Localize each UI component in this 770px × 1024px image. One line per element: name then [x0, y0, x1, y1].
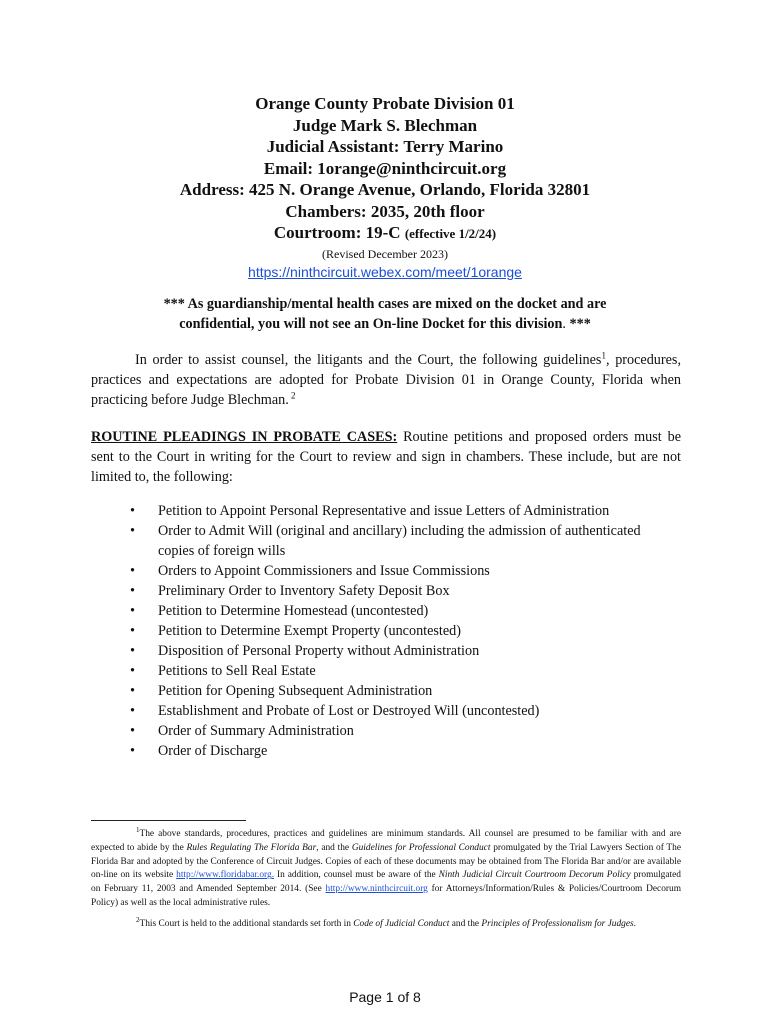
routine-heading: ROUTINE PLEADINGS IN PROBATE CASES: [91, 429, 398, 445]
confidential-notice [140, 294, 630, 334]
floridabar-link[interactable]: http://www.floridabar.org. [176, 870, 275, 881]
footnote-1-text-1: The above standards, procedures, practices and guidelines are minimum standards. All counsel are presumed to be familiar with and are expected to abide by the [91, 829, 681, 853]
list-item-text: Order to Admit Will (original and ancillary) including the admission of authenticated copies of foreign wills [158, 523, 641, 559]
footnote-divider [91, 820, 246, 821]
list-item-text: Petition for Opening Subsequent Administration [158, 683, 433, 699]
judge-name: Judge Mark S. Blechman [292, 115, 478, 135]
bullet-icon: • [130, 603, 135, 619]
list-item [108, 601, 680, 621]
chambers-line: Chambers: 2035, 20th floor [285, 201, 485, 221]
email-line: Email: 1orange@ninthcircuit.org [263, 158, 507, 178]
list-item [108, 521, 680, 561]
bullet-icon: • [130, 563, 135, 579]
bullet-icon: • [130, 703, 135, 719]
list-item-text: Disposition of Personal Property without Administration [158, 643, 480, 659]
notice-period: . [562, 316, 566, 332]
webex-link[interactable]: https://ninthcircuit.webex.com/meet/1orange [248, 263, 522, 280]
list-item-text: Preliminary Order to Inventory Safety Deposit Box [158, 583, 450, 599]
footnote-2-text-1: This Court is held to the additional standards set forth in [139, 919, 354, 929]
intro-text-b: , procedures, practices and expectations are adopted for Probate Division 01 in Orange County, Florida when practicing before Judge Blechman. [91, 352, 681, 408]
list-item [108, 721, 680, 741]
ninthcircuit-link[interactable]: http://www.ninthcircuit.org [325, 884, 428, 895]
footnote-1 [91, 825, 681, 911]
intro-paragraph [91, 350, 681, 410]
list-item [108, 681, 680, 701]
revised-date: (Revised December 2023) [322, 246, 448, 261]
footnote-ref-1: 1 [601, 350, 606, 361]
list-item-text: Petition to Determine Homestead (uncontested) [158, 603, 429, 619]
document-header [0, 93, 770, 281]
footnote-1-italic-3: Ninth Judicial Circuit Courtroom Decorum Policy [438, 870, 631, 881]
list-item-text: Petition to Appoint Personal Representative and issue Letters of Administration [158, 503, 610, 519]
notice-tail: *** [565, 316, 591, 332]
footnote-1-italic-1: Rules Regulating The Florida Bar [186, 842, 317, 853]
footnote-1-italic-2: Guidelines for Professional Conduct [351, 842, 491, 853]
routine-pleadings-paragraph [91, 427, 681, 487]
list-item [108, 741, 680, 761]
list-item-text: Petition to Determine Exempt Property (uncontested) [158, 623, 461, 639]
judicial-assistant: Judicial Assistant: Terry Marino [266, 137, 504, 156]
bullet-icon: • [130, 503, 135, 519]
list-item-text: Order of Summary Administration [158, 723, 354, 739]
list-item-text: Orders to Appoint Commissioners and Issue Commissions [158, 563, 490, 579]
list-item [108, 701, 680, 721]
footnote-2-italic-1: Code of Judicial Conduct [353, 919, 450, 929]
list-item-text: Petitions to Sell Real Estate [158, 663, 316, 679]
pleadings-list [108, 501, 680, 761]
list-item [108, 641, 680, 661]
bullet-icon: • [130, 743, 135, 759]
bullet-icon: • [130, 663, 135, 679]
footnote-1-text-3: promulgated by the Trial Lawyers Section of The Florida Bar and adopted by the Conference of Circuit Judges. Copies of each of these documents may be obtained from The Florida Bar and/or are available on-line on its website [91, 842, 681, 881]
footnote-1-number: 1 [136, 825, 140, 834]
courtroom-effective: (effective 1/2/24) [404, 226, 497, 241]
list-item [108, 581, 680, 601]
footnote-1-text-5: promulgated on February 11, 2003 and Amended September 2014. (See [91, 870, 681, 895]
footnote-2-italic-2: Principles of Professionalism for Judges [481, 919, 634, 929]
footnote-2-text-3: . [633, 919, 636, 929]
footnote-1-text-4: In addition, counsel must be aware of the [274, 870, 439, 881]
bullet-icon: • [130, 723, 135, 739]
notice-text: *** As guardianship/mental health cases are mixed on the docket and are confidential, you will not see an On-line Docket for this division [163, 296, 607, 332]
footnote-2 [91, 915, 681, 932]
list-item-text: Order of Discharge [158, 743, 268, 759]
intro-text-a: In order to assist counsel, the litigants and the Court, the following guidelines [135, 352, 602, 368]
footnote-1-text-6: for Attorneys/Information/Rules & Policies/Courtroom Decorum Policy) as well as the local administrative rules. [91, 884, 681, 908]
footnote-ref-2: 2 [288, 390, 296, 401]
footnote-1-text-2: , and the [316, 842, 352, 853]
bullet-icon: • [130, 643, 135, 659]
address-line: Address: 425 N. Orange Avenue, Orlando, Florida 32801 [179, 180, 591, 199]
list-item [108, 661, 680, 681]
page-number: Page 1 of 8 [349, 989, 421, 1005]
courtroom-line [0, 222, 770, 245]
list-item [108, 501, 680, 521]
courtroom-label: Courtroom: 19-C [273, 223, 401, 242]
footnote-2-number: 2 [136, 915, 140, 924]
bullet-icon: • [130, 683, 135, 699]
bullet-icon: • [130, 583, 135, 599]
routine-text: Routine petitions and proposed orders must be sent to the Court in writing for the Court to review and sign in chambers. These include, but are not limited to, the following: [91, 429, 681, 485]
footnote-2-text-2: and the [449, 919, 482, 929]
bullet-icon: • [130, 523, 135, 539]
list-item [108, 561, 680, 581]
list-item-text: Establishment and Probate of Lost or Destroyed Will (uncontested) [158, 703, 540, 719]
division-title: Orange County Probate Division 01 [255, 94, 515, 113]
bullet-icon: • [130, 623, 135, 639]
list-item [108, 621, 680, 641]
